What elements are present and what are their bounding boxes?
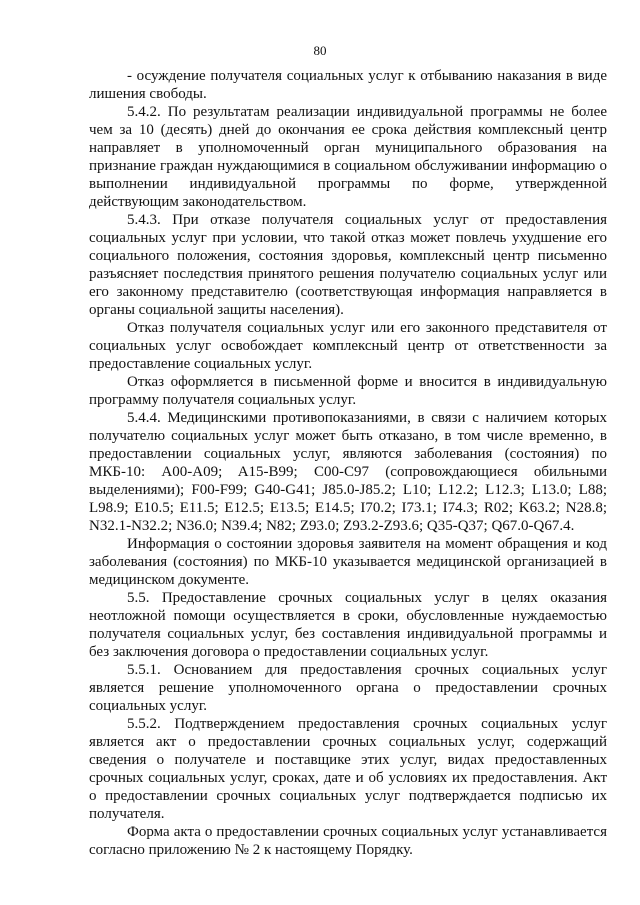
paragraph-5-5: 5.5. Предоставление срочных социальных услуг в целях оказания неотложной помощи осуществляется в сроки, обусловленные нуждаемостью получателя социальных услуг, без составления индивидуальной программы и без заключения договора о предоставлении социальных услуг. [89,590,607,660]
paragraph-deprivation-of-liberty: - осуждение получателя социальных услуг к отбыванию наказания в виде лишения свободы. [89,68,607,102]
paragraph-5-4-3: 5.4.3. При отказе получателя социальных услуг от предоставления социальных услуг при условии, что такой отказ может повлечь ухудшение его социального положения, состояния здоровья, комплексный центр письменно разъясняет последствия принятого решения получателю социальных услуг или его законному представителю (соответствующая информация направляется в органы социальной защиты населения). [89,212,607,318]
paragraph-health-information: Информация о состоянии здоровья заявителя на момент обращения и код заболевания (состояния) по МКБ-10 указывается медицинской организацией в медицинском документе. [89,536,607,588]
document-body [89,67,607,859]
paragraph-act-form: Форма акта о предоставлении срочных социальных услуг устанавливается согласно приложению № 2 к настоящему Порядку. [89,824,607,858]
paragraph-refusal-form: Отказ оформляется в письменной форме и вносится в индивидуальную программу получателя социальных услуг. [89,374,607,408]
page-number: 80 [313,43,327,58]
paragraph-5-4-4: 5.4.4. Медицинскими противопоказаниями, в связи с наличием которых получателю социальных услуг может быть отказано, в том числе временно, в предоставлении социальных услуг, являются заболевания (состояния) по МКБ-10: A00-A09; A15-B99; C00-C97 (сопровождающиеся обильными выделениями); F00-F99; G40-G41; J85.0-J85.2; L10; L12.2; L12.3; L13.0; L88; L98.9; E10.5; E11.5; E12.5; E13.5; E14.5; I70.2; I73.1; I74.3; R02; K63.2; N28.8; N32.1-N32.2; N36.0; N39.4; N82; Z93.0; Z93.2-Z93.6; Q35-Q37; Q67.0-Q67.4. [89,410,607,534]
paragraph-refusal-liability: Отказ получателя социальных услуг или его законного представителя от социальных услуг освобождает комплексный центр от ответственности за предоставление социальных услуг. [89,320,607,372]
paragraph-5-5-1: 5.5.1. Основанием для предоставления срочных социальных услуг является решение уполномоченного органа о предоставлении срочных социальных услуг. [89,662,607,714]
paragraph-5-4-2: 5.4.2. По результатам реализации индивидуальной программы не более чем за 10 (десять) дней до окончания ее срока действия комплексный центр направляет в уполномоченный орган муниципального образования на признание граждан нуждающимися в социальном обслуживании информацию о выполнении индивидуальной программы по форме, утвержденной действующим законодательством. [89,104,607,210]
paragraph-5-5-2: 5.5.2. Подтверждением предоставления срочных социальных услуг является акт о предоставлении срочных социальных услуг, содержащий сведения о получателе и поставщике этих услуг, видах предоставленных срочных социальных услуг, сроках, дате и об условиях их предоставления. Акт о предоставлении срочных социальных услуг подтверждается подписью их получателя. [89,716,607,822]
